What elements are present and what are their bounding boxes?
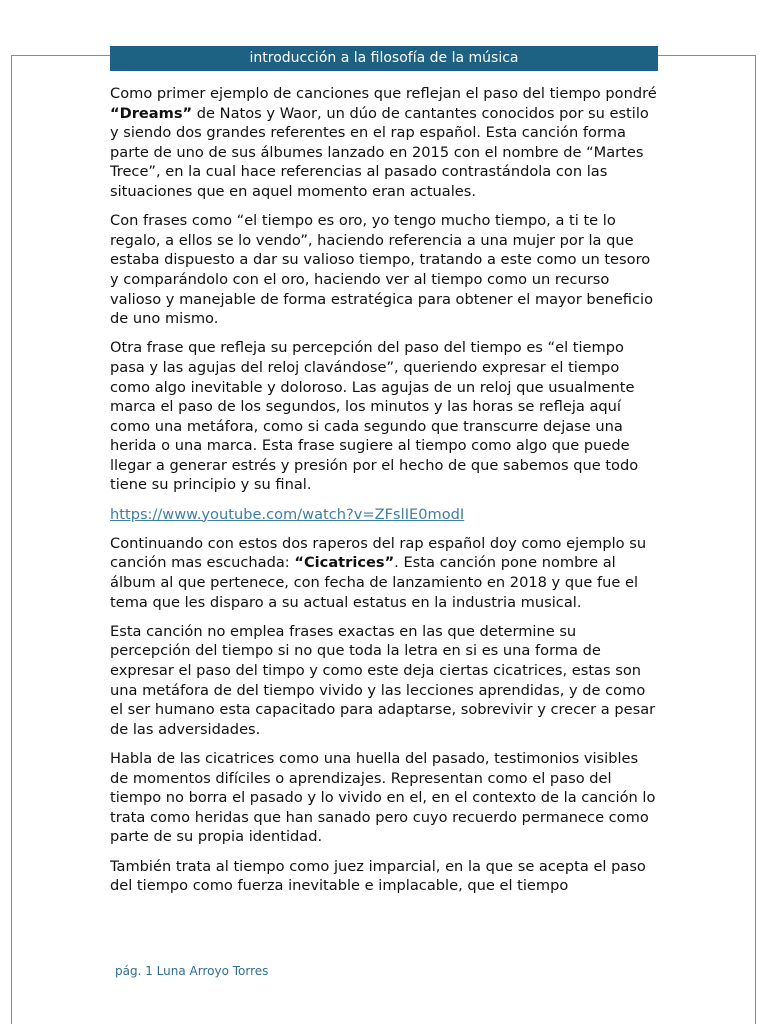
youtube-link-paragraph [110,505,660,525]
paragraph-2: Con frases como “el tiempo es oro, yo tengo mucho tiempo, a ti te lo regalo, a ellos se lo vendo”, haciendo referencia a una mujer por la que estaba dispuesto a dar su valioso tiempo, tratando a este como un tesoro y comparándolo con el oro, haciendo ver al tiempo como un recurso valioso y manejable de forma estratégica para obtener el mayor beneficio de uno mismo. [110,212,653,328]
paragraph-1-text-a: Como primer ejemplo de canciones que reflejan el paso del tiempo pondré [110,85,657,102]
paragraph-5: Esta canción no emplea frases exactas en las que determine su percepción del tiempo si no que toda la letra en si es una forma de expresar el paso del timpo y como este deja ciertas cicatrices, estas son una metáfora de del tiempo vivido y las lecciones aprendidas, y de como el ser humano esta capacitado para adaptarse, sobrevivir y crecer a pesar de las adversidades. [110,622,656,738]
paragraph-6: Habla de las cicatrices como una huella del pasado, testimonios visibles de momentos difíciles o aprendizajes. Representan como el paso del tiempo no borra el pasado y lo vivido en el, en el contexto de la canción lo trata como heridas que han sanado pero cuyo recuerdo permanece como parte de su propia identidad. [110,749,656,846]
youtube-link[interactable]: https://www.youtube.com/watch?v=ZFslIE0modI [110,505,465,523]
paragraph-1 [110,84,660,202]
paragraph-3: Otra frase que refleja su percepción del paso del tiempo es “el tiempo pasa y las agujas del reloj clavándose”, queriendo expresar el tiempo como algo inevitable y doloroso. Las agujas de un reloj que usualmente marca el paso de los segundos, los minutos y las horas se refleja aquí como una metáfora, como si cada segundo que transcurre dejase una herida o una marca. Esta frase sugiere al tiempo como algo que puede llegar a generar estrés y presión por el hecho de que sabemos que todo tiene su principio y su final. [110,339,639,494]
paragraph-4 [110,534,660,612]
paragraph-1-text-b: de Natos y Waor, un dúo de cantantes conocidos por su estilo y siendo dos grandes referentes en el rap español. Esta canción forma parte de uno de sus álbumes lanzado en 2015 con el nombre de “Martes Trece”, en la cual hace referencias al pasado contrastándola con las situaciones que en aquel momento eran actuales. [110,104,649,200]
document-body [110,84,660,905]
song-title-cicatrices: “Cicatrices” [294,554,395,572]
paragraph-4-text-b: . Esta canción pone nombre al álbum al que pertenece, con fecha de lanzamiento en 2018 y que fue el tema que les disparo a su actual estatus en la industria musical. [110,554,639,611]
song-title-dreams: “Dreams” [110,104,193,122]
header-title: introducción a la filosofía de la música [110,46,658,71]
paragraph-4-text-a: Continuando con estos dos raperos del rap español doy como ejemplo su canción mas escuchada: [110,534,647,572]
page-footer: pág. 1 Luna Arroyo Torres [115,964,269,978]
paragraph-7: También trata al tiempo como juez imparcial, en la que se acepta el paso del tiempo como fuerza inevitable e implacable, que el tiempo [110,857,646,895]
